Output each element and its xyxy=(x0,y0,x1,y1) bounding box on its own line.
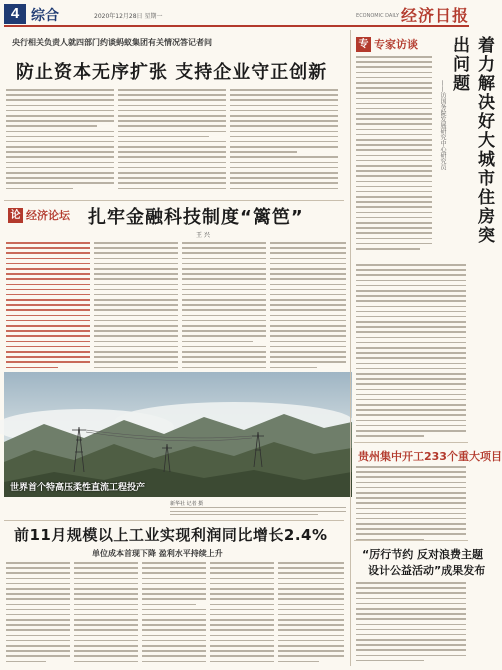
industry-column-1 xyxy=(6,562,70,666)
commentary-byline: 王 兴 xyxy=(196,232,210,239)
commentary-column-4 xyxy=(270,242,346,372)
guizhou-headline: 贵州集中开工233个重大项目 xyxy=(358,450,502,463)
commentary-tag xyxy=(8,207,70,223)
column-divider xyxy=(350,30,351,666)
industry-column-5 xyxy=(278,562,344,666)
divider xyxy=(354,540,468,541)
interview-vertical-subtitle: ——访国务院发展研究中心研究员 xyxy=(439,80,446,170)
lead-column-2 xyxy=(118,89,226,193)
commentary-tag-label: 经济论坛 xyxy=(26,209,70,222)
masthead-logo: 经济日报 xyxy=(400,6,469,25)
lead-column-1 xyxy=(6,89,114,193)
frugal-body xyxy=(356,582,466,665)
expert-tag xyxy=(356,36,418,52)
divider xyxy=(354,442,468,443)
interview-intro xyxy=(356,56,432,253)
commentary-tag-icon: 论 xyxy=(8,208,23,223)
expert-tag-icon: 专 xyxy=(356,37,371,52)
masthead-english: ECONOMIC DAILY xyxy=(356,13,399,19)
section-title: 综合 xyxy=(31,8,59,24)
issue-date: 2020年12月28日 星期一 xyxy=(94,13,163,20)
industry-column-2 xyxy=(74,562,138,666)
industry-column-3 xyxy=(142,562,206,666)
industry-subhead: 单位成本首现下降 盈利水平持续上升 xyxy=(92,549,223,558)
industry-column-4 xyxy=(210,562,274,666)
landscape-image xyxy=(4,372,352,497)
interview-vertical-title: 着力解决好大城市住房突出问题 xyxy=(449,36,494,245)
page-number: 4 xyxy=(4,4,26,24)
interview-body xyxy=(356,264,466,440)
lead-column-3 xyxy=(230,89,338,193)
frugal-headline-line-2: 设计公益活动”成果发布 xyxy=(368,564,486,577)
industry-headline: 前11月规模以上工业实现利润同比增长2.4% xyxy=(14,526,328,544)
commentary-column-1 xyxy=(6,242,90,372)
divider xyxy=(4,200,344,201)
lead-kicker: 央行相关负责人就四部门约谈蚂蚁集团有关情况答记者问 xyxy=(12,38,212,47)
frugal-headline-line-1: “厉行节约 反对浪费主题 xyxy=(362,548,484,561)
divider xyxy=(4,520,344,521)
page-header xyxy=(4,3,469,27)
expert-tag-label: 专家访谈 xyxy=(374,38,418,51)
commentary-column-2 xyxy=(94,242,178,372)
photo-caption-text xyxy=(170,507,346,518)
lead-headline: 防止资本无序扩张 支持企业守正创新 xyxy=(16,62,328,83)
guizhou-body xyxy=(356,466,466,544)
photo-caption: 新华社 记者 摄 xyxy=(170,501,204,507)
commentary-headline: 扎牢金融科技制度“篱笆” xyxy=(88,207,304,228)
commentary-column-3 xyxy=(182,242,266,372)
photo-title: 世界首个特高压柔性直流工程投产 xyxy=(10,483,146,493)
news-photo xyxy=(4,372,352,497)
